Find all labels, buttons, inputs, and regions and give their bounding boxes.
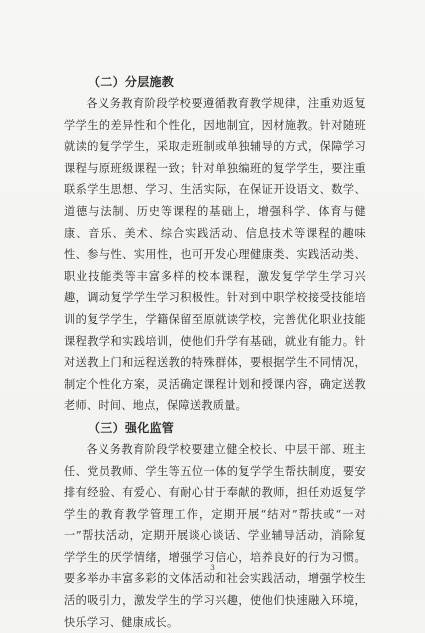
page-content: [64, 72, 366, 633]
page-number: 3: [210, 563, 215, 572]
section-paragraph-strengthen-supervision: 各义务教育阶段学校要建立健全校长、中层干部、班主任、党员教师、学生等五位一体的复学学生帮扶制度，要安排有经验、有爱心、有耐心甘于奉献的教师，担任劝返复学学生的教育教学管理工作，定期开展“结对”帮扶或“一对一”帮扶活动，定期开展谈心谈话、学业辅导活动，消除复学学生的厌学情绪，增强学习信心，培养良好的行为习惯。要多举办丰富多彩的文体活动和社会实践活动，增强学校生活的吸引力，激发学生的学习兴趣，使他们快速融入环境，快乐学习、健康成长。: [64, 442, 366, 629]
section-paragraph-tiered-teaching: 各义务教育阶段学校要遵循教育教学规律，注重劝返复学学生的差异性和个性化，因地制宜，因材施教。针对随班就读的复学学生，采取走班制或单独辅导的方式，保障学习课程与原班级课程一致；针对单独编班的复学学生，要注重联系学生思想、学习、生活实际，在保证开设语文、数学、道德与法制、历史等课程的基础上，增强科学、体育与健康、音乐、美术、综合实践活动、信息技术等课程的趣味性、参与性、实用性，也可开发心理健康类、实践活动类、职业技能类等丰富多样的校本课程，激发复学学生学习兴趣，调动复学学生学习积极性。针对到中职学校接受技能培训的复学学生，学籍保留至原就读学校，完善优化职业技能课程教学和实践培训，使他们升学有基础，就业有能力。针对送教上门和远程送教的特殊群体，要根据学生不同情况，制定个性化方案，灵活确定课程计划和授课内容，确定送教老师、时间、地点，保障送教质量。: [64, 97, 366, 413]
section-heading-tiered-teaching: （二）分层施教: [88, 75, 175, 89]
section-heading-strengthen-supervision: （三）强化监管: [88, 420, 175, 435]
